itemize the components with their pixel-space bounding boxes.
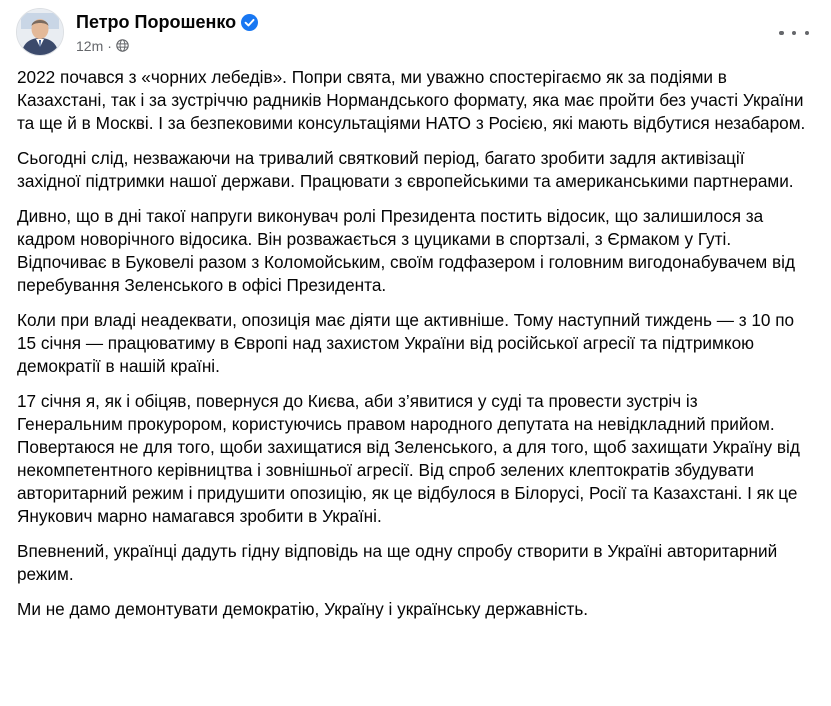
post-paragraph: Коли при владі неадеквати, опозиція має діяти ще активніше. Тому наступний тиждень — з 10 по 15 січня — працюватиму в Європі над захистом України від російської агресії та підтримкою демократії в нашій країні.: [17, 310, 795, 376]
verified-badge-icon: [241, 14, 258, 31]
author-avatar[interactable]: [16, 8, 64, 56]
post-text: [17, 66, 807, 633]
post-timestamp[interactable]: 12m: [76, 37, 104, 54]
post-paragraph: Впевнений, українці дадуть гідну відповідь на ще одну спробу створити в Україні авторитарний режим.: [17, 541, 778, 584]
post-meta: [76, 11, 258, 54]
avatar-portrait-icon: [17, 9, 63, 55]
author-row: [76, 11, 258, 35]
post-paragraph: 2022 почався з «чорних лебедів». Попри свята, ми уважно спостерігаємо як за подіями в Казахстані, так і за зустріччю радників Нормандського формату, яка має пройти без участі України та ще й в Москві. І за безпековими консультаціями НАТО з Росією, які мають відбутися незабаром.: [17, 67, 806, 133]
post-header: [16, 8, 258, 56]
meta-separator: ·: [107, 37, 112, 54]
post-time-row: [76, 38, 258, 54]
post-paragraph: Дивно, що в дні такої напруги виконувач ролі Президента постить відосик, що залишилося за кадром новорічного відосика. Він розважається з цуциками в спортзалі, з Єрмаком у Гуті. Відпочиває в Буковелі разом з Коломойським, своїм годфазером і головним вигодонабувачем від перебування Зеленського в офісі Президента.: [17, 206, 796, 295]
post-paragraph: 17 січня я, як і обіцяв, повернуся до Києва, аби з’явитися у суді та провести зустріч із Генеральним прокурором, користуючись правом народного депутата на невідкладний прийом. Повертаюся не для того, щоби захищатися від Зеленського, а для того, щоб захищати Україну від некомпетентного керівництва і зовнішньої агресії. Від спроб зелених клептократів збудувати авторитарний режим і придушити опозицію, як це відбулося в Білорусі, Росії та Казахстані. І як це Янукович марно намагався зробити в Україні.: [17, 391, 800, 526]
more-dot: [779, 31, 784, 36]
author-name[interactable]: Петро Порошенко: [76, 12, 237, 32]
post-paragraph: Сьогодні слід, незважаючи на тривалий святковий період, багато зробити задля активізації західної підтримки нашої держави. Працювати з європейськими та американськими партнерами.: [17, 148, 794, 191]
post-paragraph: Ми не дамо демонтувати демократію, Україну і українську державність.: [17, 599, 589, 619]
more-dot: [805, 31, 810, 36]
more-options-icon[interactable]: [779, 22, 809, 44]
globe-icon[interactable]: [116, 39, 129, 52]
more-dot: [792, 31, 797, 36]
